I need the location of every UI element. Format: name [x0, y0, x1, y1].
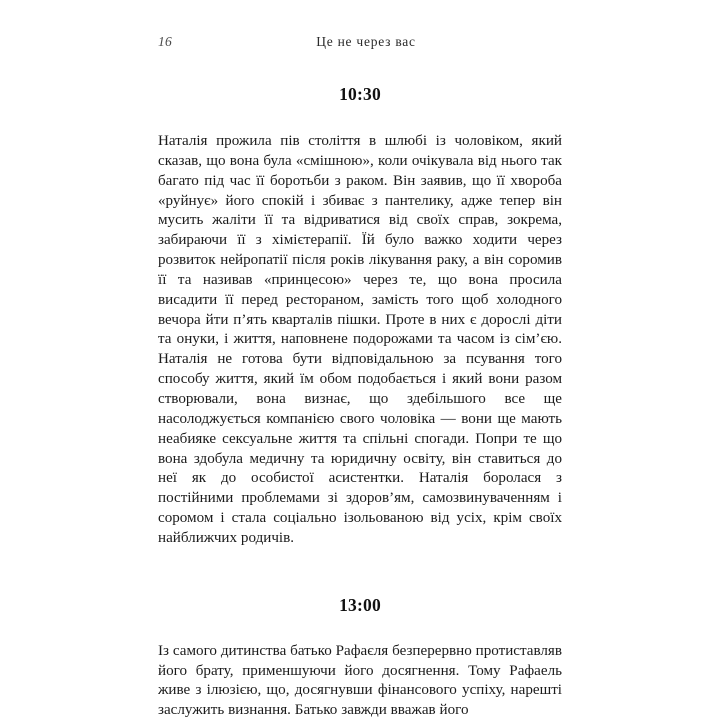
- text-column: [158, 78, 562, 721]
- section-1030: [158, 84, 562, 549]
- page-number: 16: [158, 34, 173, 49]
- section-1300: [158, 595, 562, 721]
- running-title: Це не через вас: [316, 34, 416, 49]
- section-paragraph-1300: Із самого дитинства батько Рафаєля безперервно протиставляв його брату, применшуючи його досягнення. Тому Рафаель живе з ілюзією, що, досягнувши фінансового успіху, нарешті заслужить визнання. Батько завжди вважав його: [158, 642, 562, 719]
- section-paragraph-1030: Наталія прожила пів століття в шлюбі із чоловіком, який сказав, що вона була «смішною», коли очікувала від нього так багато під час її боротьби з раком. Він заявив, що її хвороба «руйнує» його спокій і збиває з пантелику, адже тепер він мусить жаліти її та відриватися від своїх справ, зокрема, забираючи її з хімієтерапії. Їй було важко ходити через розвиток нейропатії після років лікування раку, а він соромив її та називав «принцесою» через те, що вона просила висадити її перед рестораном, замість того щоб холодного вечора йти п’ять кварталів пішки. Проте в них є дорослі діти та онуки, і життя, наповнене подорожами та часом із сім’єю. Наталія не готова бути відповідальною за псування того способу життя, який їм обом подобається і який вони разом створювали, вона визнає, що здебільшого все ще насолоджується компанією свого чоловіка — вони ще мають неабияке сексуальне життя та спільні спогади. Попри те що вона здобула медичну та юридичну освіту, він ставиться до неї як до особистої асистентки. Наталія боролася з постійними проблемами зі здоров’ям, самозвинуваченням і соромом і стала соціально ізольованою від усіх, крім своїх найближчих родичів.: [158, 133, 562, 546]
- running-header: [158, 32, 562, 52]
- section-heading-1030: 10:30: [339, 84, 381, 104]
- section-heading-1300: 13:00: [339, 594, 381, 615]
